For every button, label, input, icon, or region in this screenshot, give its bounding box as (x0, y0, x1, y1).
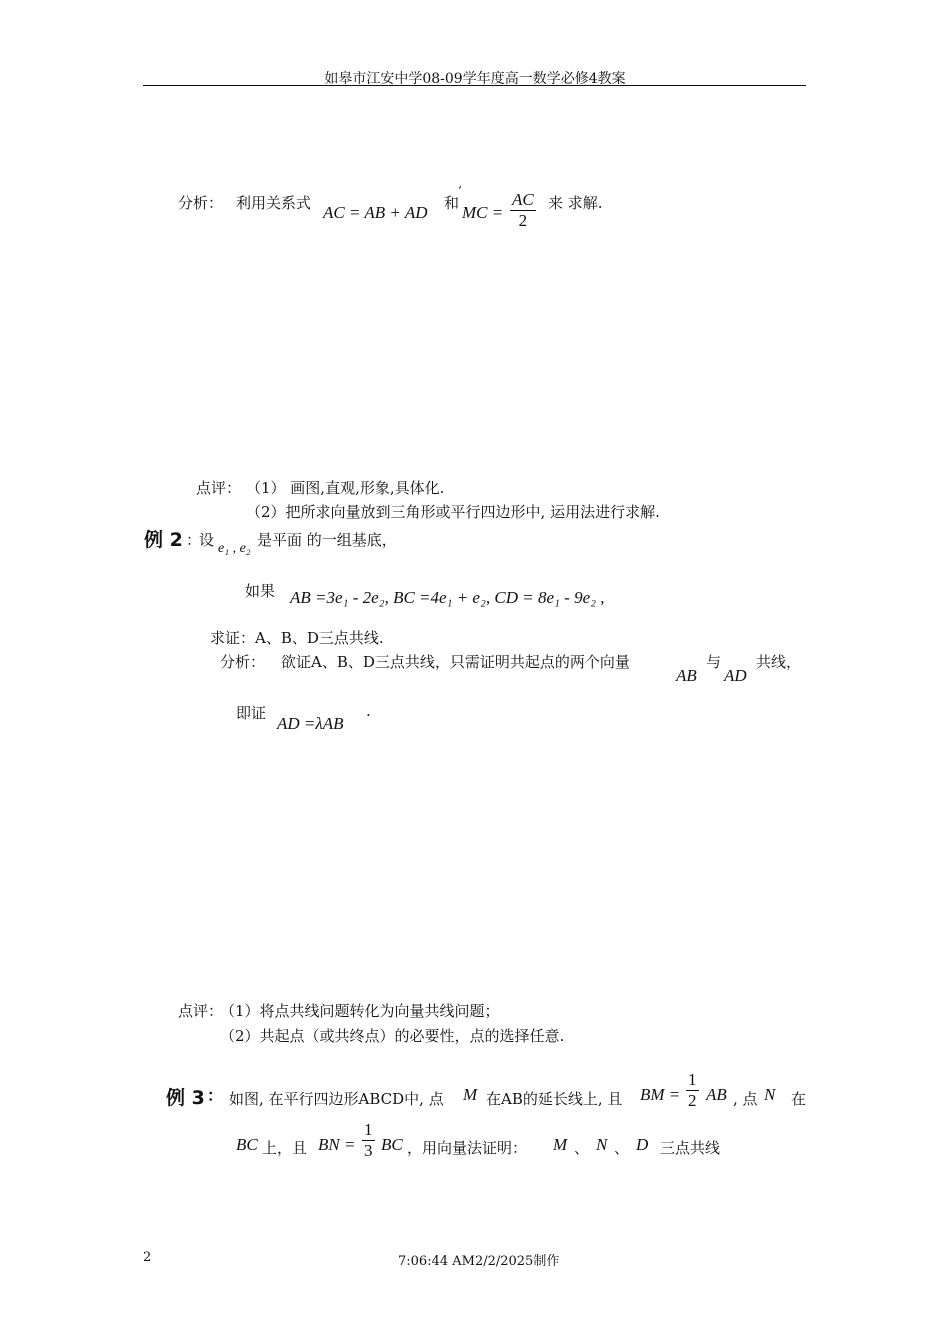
ex3-point-m-2: M (553, 1135, 568, 1154)
ex3-fraction-1-numerator: 1 (688, 1070, 697, 1089)
comment1-item-1: （1） 画图,直观,形象,具体化. (246, 479, 445, 497)
ex3-line2-tail: 三点共线 (660, 1139, 721, 1157)
ex3-point-m: M (463, 1085, 478, 1104)
ex2-conditions: AB =3e₁ - 2e₂, BC =4e₁ + e₂, CD = 8e₁ - 9e₂ , (290, 588, 605, 607)
ex1-formula-2-lhs: MC = (462, 203, 504, 222)
ex2-analysis-text: 欲证A、B、D三点共线，只需证明共起点的两个向量 (281, 653, 630, 671)
ex3-label: 例 3 (166, 1087, 205, 1109)
ex2-with: 与 (706, 653, 722, 671)
comment2-item-1: （1）将点共线问题转化为向量共线问题； (220, 1002, 500, 1020)
ex2-intro-rest: 是平面 的一组基底， (257, 531, 397, 549)
comment2-label: 点评： (178, 1002, 224, 1020)
ex2-vector-ad: AD (724, 666, 747, 685)
ex3-bm: BM = (640, 1085, 681, 1104)
ex3-fraction-2-numerator: 1 (364, 1120, 373, 1139)
page-header: 如皋市江安中学08-09学年度高一数学必修4教案 (324, 71, 626, 87)
ex2-prove: 求证：A、B、D三点共线. (210, 629, 384, 647)
ex3-text-2: 在AB的延长线上, 且 (486, 1090, 623, 1108)
ex3-text-1: 如图, 在平行四边形ABCD中, 点 (229, 1090, 444, 1108)
ex1-analysis-text: 利用关系式 (236, 194, 312, 212)
comment2-item-2: （2）共起点（或共终点）的必要性，点的选择任意. (220, 1027, 565, 1045)
ex3-line2-bc: BC (236, 1135, 258, 1154)
ex3-bn: BN = (318, 1135, 356, 1154)
ex2-period: . (366, 702, 371, 720)
ex3-bc: BC (381, 1135, 403, 1154)
ex3-fraction-2 (362, 1120, 375, 1160)
ex1-analysis-label: 分析： (178, 194, 224, 212)
ex2-colon: ： (186, 531, 202, 549)
ex2-vector-ab: AB (676, 666, 697, 685)
ex3-separator-1: 、 (574, 1139, 590, 1157)
ex2-basis-vectors: e₁ , e₂ (218, 541, 251, 556)
ex1-formula-1: AC = AB + AD (323, 203, 428, 222)
ex2-analysis-label: 分析： (220, 653, 266, 671)
ex1-and: 和 (444, 194, 460, 212)
ex1-fraction-denominator: 2 (518, 210, 528, 230)
header-rule (143, 85, 806, 86)
ex2-collinear: 共线， (756, 653, 802, 671)
footer-timestamp: 7:06:44 AM2/2/2025制作 (398, 1254, 560, 1269)
ex3-colon: ： (207, 1086, 224, 1105)
ex3-line2-text-2: ，用向量法证明： (407, 1139, 528, 1157)
ex2-if-label: 如果 (245, 582, 276, 600)
page-number: 2 (143, 1250, 152, 1265)
ex3-text-3: , 点 (733, 1090, 758, 1108)
ex1-tail: 来 求解. (548, 194, 603, 212)
comment1-label: 点评： (196, 479, 242, 497)
ex3-at: 在 (791, 1090, 807, 1108)
ex3-line2-text-1: 上，且 (262, 1139, 308, 1157)
ex1-fraction-numerator: AC (512, 190, 534, 209)
ex3-fraction-2-denominator: 3 (364, 1140, 373, 1160)
ex3-point-d: D (636, 1135, 649, 1154)
ex2-label: 例 2 (144, 529, 183, 551)
ex3-separator-2: 、 (614, 1139, 630, 1157)
ex3-fraction-1 (686, 1070, 699, 1110)
ex1-comma: ’ (458, 184, 462, 198)
ex3-ab: AB (706, 1085, 727, 1104)
ex3-point-n-2: N (596, 1135, 608, 1154)
ex2-intro-set: 设 (199, 531, 215, 549)
ex3-point-n: N (764, 1085, 776, 1104)
ex1-formula-2-fraction (510, 190, 536, 230)
ex2-that-is: 即证 (236, 704, 267, 722)
ex2-proof-formula: AD =λAB (277, 714, 344, 733)
ex3-fraction-1-denominator: 2 (688, 1090, 697, 1110)
comment1-item-2: （2）把所求向量放到三角形或平行四边形中, 运用法进行求解. (246, 503, 660, 521)
